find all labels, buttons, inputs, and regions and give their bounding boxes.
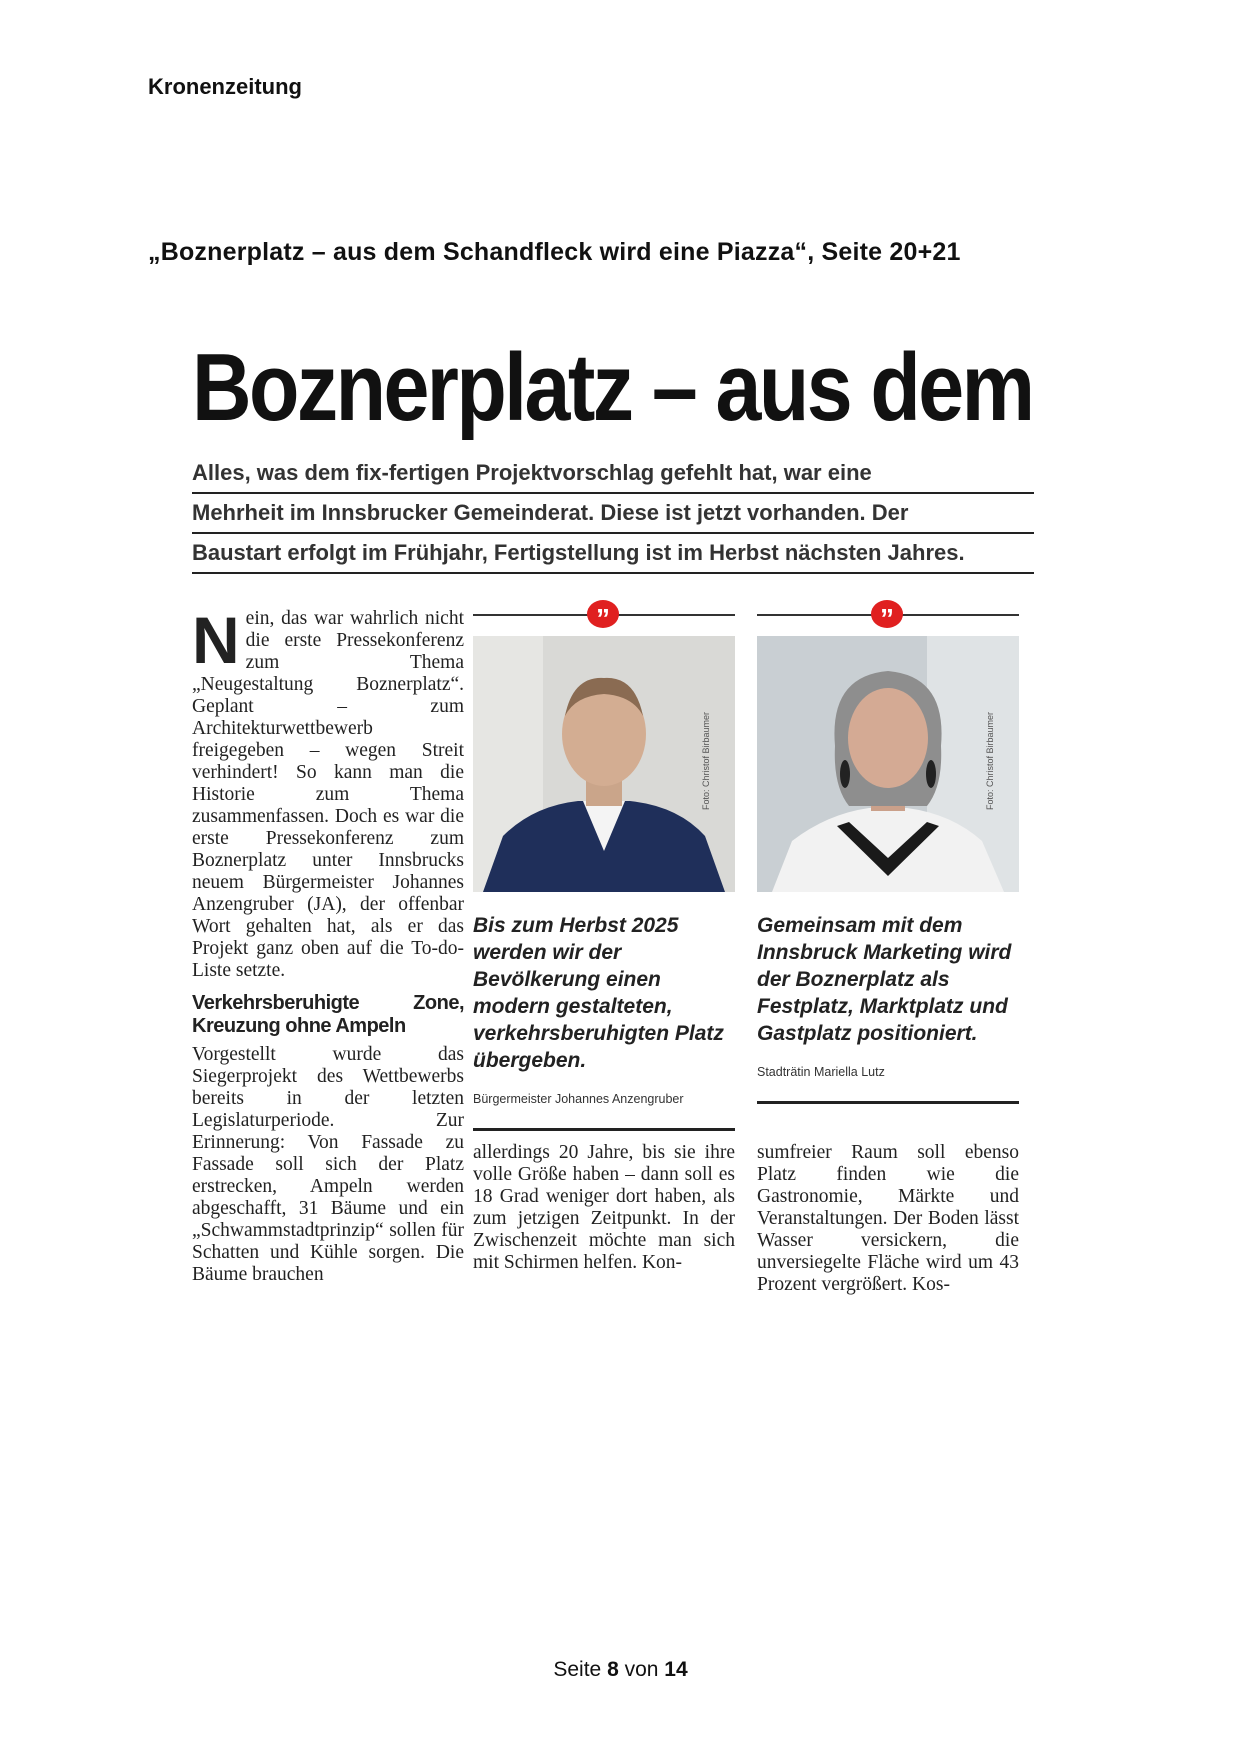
article-column-1 — [192, 603, 464, 1286]
drop-cap: N — [192, 603, 240, 677]
divider — [757, 1101, 1019, 1104]
intro-text: ein, das war wahrlich nicht die erste Pressekonferenz zum Thema „Neugestaltung Boznerplatz“. Geplant – zum Architekturwettbewerb freigegeben – wegen Streit verhindert! So kann man die Historie zum Thema zusammenfassen. Doch es war die erste Pressekonferenz zum Boznerplatz unter Innsbrucks neuem Bürgermeister Johannes Anzengruber (JA), der offenbar Wort gehalten hat, als er das Projekt ganz oben auf die To-do-Liste setzte. — [192, 608, 464, 981]
photo-credit: Foto: Christof Birbaumer — [984, 711, 995, 811]
article-column-3: sumfreier Raum soll ebenso Platz finden wie die Gastronomie, Märkte und Veranstaltungen. Der Boden lässt Wasser versickern, die unversiegelte Fläche wird um 43 Prozent vergrößert. Kos- — [757, 1142, 1019, 1295]
page-label: Seite — [553, 1658, 602, 1681]
subheading: Verkehrsberuhigte Zone, Kreuzung ohne Ampeln — [192, 992, 464, 1037]
quote-author: Stadträtin Mariella Lutz — [757, 1065, 885, 1079]
lead-line: Mehrheit im Innsbrucker Gemeinderat. Diese ist jetzt vorhanden. Der — [192, 494, 1034, 534]
newspaper-clipping — [192, 334, 1036, 1298]
headline: Boznerplatz – aus dem — [192, 334, 1033, 441]
body-text: Vorgestellt wurde das Siegerprojekt des Wettbewerbs bereits in der letzten Legislaturperiode. Zur Erinnerung: Von Fassade zu Fassade soll sich der Platz erstrecken, Ampeln werden abgeschafft, 31 Bäume und ein „Schwammstadtprinzip“ sollen für Schatten und Kühle sorgen. Die Bäume brauchen — [192, 1044, 464, 1285]
portrait-photo-mayor — [473, 636, 735, 892]
quote-box-councillor — [757, 600, 1019, 1104]
quote-author: Bürgermeister Johannes Anzengruber — [473, 1092, 684, 1106]
photo-credit: Foto: Christof Birbaumer — [700, 711, 711, 811]
source-name: Kronenzeitung — [148, 74, 302, 99]
quote-mark-icon: ” — [587, 600, 619, 628]
portrait-photo-councillor — [757, 636, 1019, 892]
divider — [473, 1128, 735, 1131]
quote-text: Bis zum Herbst 2025 werden wir der Bevölkerung einen modern gestalteten, verkehrsberuhigten Platz übergeben. — [473, 914, 724, 1072]
quote-mark-icon: ” — [871, 600, 903, 628]
quote-box-mayor — [473, 600, 735, 1131]
article-column-2: allerdings 20 Jahre, bis sie ihre volle Größe haben – dann soll es 18 Grad weniger dort haben, als zum jetzigen Zeitpunkt. In der Zwischenzeit möchte man sich mit Schirmen helfen. Kon- — [473, 1142, 735, 1273]
lead-line: Baustart erfolgt im Frühjahr, Fertigstellung ist im Herbst nächsten Jahres. — [192, 534, 1034, 574]
quote-text: Gemeinsam mit dem Innsbruck Marketing wird der Boznerplatz als Festplatz, Marktplatz und Gastplatz positioniert. — [757, 914, 1012, 1045]
total-pages: 14 — [664, 1658, 688, 1681]
lead-paragraph — [192, 454, 1034, 574]
article-title: „Boznerplatz – aus dem Schandfleck wird eine Piazza“, Seite 20+21 — [148, 238, 961, 266]
quote-rule — [757, 600, 1019, 634]
current-page: 8 — [607, 1658, 619, 1681]
page-number — [0, 1658, 1241, 1682]
lead-line: Alles, was dem fix-fertigen Projektvorschlag gefehlt hat, war eine — [192, 454, 1034, 494]
quote-rule — [473, 600, 735, 634]
page-of-label: von — [624, 1658, 659, 1681]
